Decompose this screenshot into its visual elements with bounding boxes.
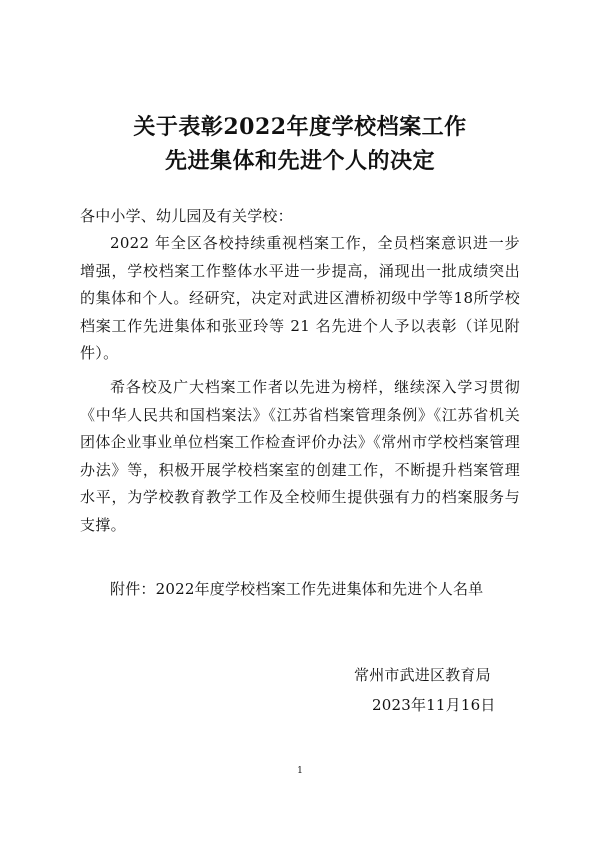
addressee: 各中小学、幼儿园及有关学校： <box>80 207 293 225</box>
body-paragraph-2: 希各校及广大档案工作者以先进为榜样，继续深入学习贯彻《中华人民共和国档案法》《江苏省档案管理条例》《江苏省机关团体企业事业单位档案工作检查评价办法》《常州市学校档案管理办法》等，积极开展学校档案室的创建工作，不断提升档案管理水平，为学校教育教学工作及全校师生提供强有力的档案服务与支撑。 <box>80 378 520 534</box>
attachment-note: 附件：2022年度学校档案工作先进集体和先进个人名单 <box>110 580 484 598</box>
document-title-line-2: 先进集体和先进个人的决定 <box>164 148 435 174</box>
page-number: 1 <box>297 766 303 776</box>
signing-organization: 常州市武进区教育局 <box>354 666 491 684</box>
document-title-line-1: 关于表彰2022年度学校档案工作 <box>133 114 467 140</box>
issue-date: 2023年11月16日 <box>372 696 496 714</box>
body-paragraph-1: 2022 年全区各校持续重视档案工作，全员档案意识进一步增强，学校档案工作整体水平进一步提高，涌现出一批成绩突出的集体和个人。经研究，决定对武进区漕桥初级中学等18所学校档案工作先进集体和张亚玲等 21 名先进个人予以表彰（详见附件）。 <box>80 234 520 362</box>
